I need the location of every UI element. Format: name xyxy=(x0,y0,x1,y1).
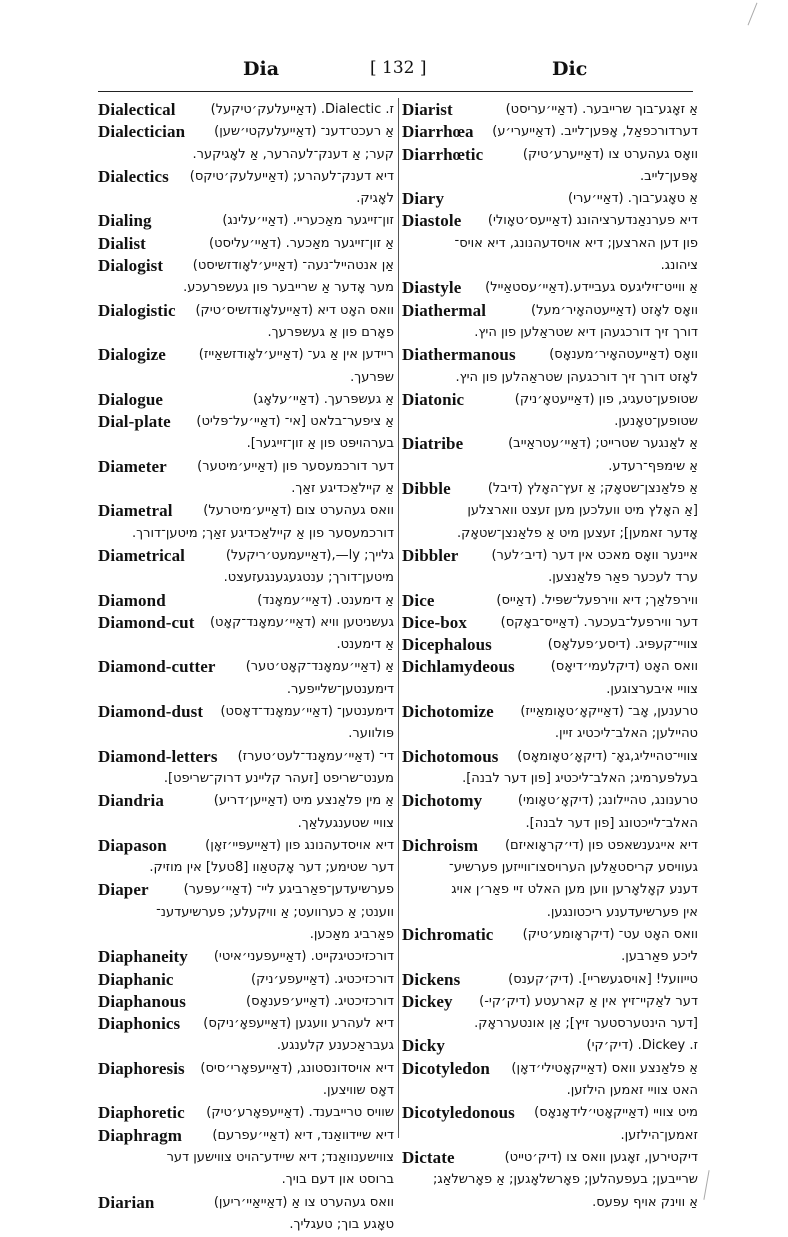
dictionary-entry xyxy=(98,790,394,812)
dictionary-entry xyxy=(98,166,394,188)
headword: Dialist xyxy=(98,233,146,253)
dictionary-entry xyxy=(402,121,698,143)
dictionary-entry xyxy=(98,969,394,991)
yiddish-definition: איינער וואָס מאכט אין דער (דיב׳לער) xyxy=(491,547,698,563)
dictionary-entry xyxy=(98,1058,394,1080)
entry-continuation-line xyxy=(402,1125,698,1147)
yiddish-definition: מיטען־דורך; ענטגעגענגעזעצט. xyxy=(223,570,394,586)
right-column xyxy=(402,99,698,1214)
yiddish-definition: טייוועל! [אויסגעשריי]. (דיק׳קענס) xyxy=(508,971,698,987)
scan-mark xyxy=(748,3,758,26)
entry-continuation-line xyxy=(98,679,394,701)
yiddish-definition: דיא דענק־לעהרע; (דאַייעלעק׳טיקס) xyxy=(189,168,394,184)
dictionary-entry xyxy=(98,500,394,522)
dictionary-entry xyxy=(402,433,698,455)
headword: Dialectics xyxy=(98,166,169,186)
yiddish-definition: דיא אויסדונסטונג, (דאַייעפאָרי׳סיס) xyxy=(200,1060,394,1076)
yiddish-definition: דאָס שוויצען. xyxy=(322,1083,394,1099)
entry-continuation-line xyxy=(98,1080,394,1102)
entry-continuation-line xyxy=(402,322,698,344)
headword: Diameter xyxy=(98,456,167,476)
yiddish-definition: זאמען־הילזען. xyxy=(620,1127,698,1143)
yiddish-definition: דורכזיכטיג. (דאַייעפע׳ניק) xyxy=(251,971,394,987)
entry-continuation-line xyxy=(98,367,394,389)
dictionary-entry xyxy=(98,1013,394,1035)
yiddish-definition: לאָגיק. xyxy=(356,191,394,207)
entry-continuation-line xyxy=(402,768,698,790)
dictionary-entry xyxy=(98,300,394,322)
entry-continuation-line xyxy=(402,946,698,968)
yiddish-definition: דורכזיכטיג. (דאַייע׳פענאָס) xyxy=(246,993,394,1009)
yiddish-definition: אָפּען־לייב. xyxy=(639,168,698,184)
yiddish-definition: דימענטען־שלייפער. xyxy=(286,681,394,697)
dictionary-entry xyxy=(402,210,698,232)
headword: Diarrhœtic xyxy=(402,144,484,164)
yiddish-definition: אַ געשפּרעך. (דאַיי׳עלאָג) xyxy=(252,391,394,407)
yiddish-definition: גלייך; ly—,(דאַייעמעט׳ריקעל) xyxy=(225,547,394,563)
headword: Dialogue xyxy=(98,389,164,409)
entry-continuation-line xyxy=(98,902,394,924)
headword: Diastyle xyxy=(402,278,462,298)
headword: Diaphragm xyxy=(98,1125,183,1145)
dictionary-entry xyxy=(402,1058,698,1080)
dictionary-entry xyxy=(402,924,698,946)
left-guide-word: Dia xyxy=(243,58,280,80)
headword: Diamond-cutter xyxy=(98,657,216,677)
entry-continuation-line xyxy=(402,456,698,478)
dictionary-entry xyxy=(402,1102,698,1124)
yiddish-definition: אַ קיילאַכדיגע זאַך. xyxy=(291,481,394,497)
headword: Dialectician xyxy=(98,122,186,142)
header-rule xyxy=(98,91,693,92)
headword: Dichotomy xyxy=(402,791,483,811)
entry-continuation-line xyxy=(98,768,394,790)
headword: Diathermanous xyxy=(402,345,516,365)
yiddish-definition: אַ שימפּף־רעדע. xyxy=(608,458,698,474)
dictionary-entry xyxy=(402,389,698,411)
yiddish-definition: וואס האָט (דיקלעמי׳דיאָס) xyxy=(550,659,698,675)
right-guide-word: Dic xyxy=(552,58,588,80)
yiddish-definition: שרייבען; בעפעהלען; פאָרשלאָגען; אַ פאָרשלאַג; xyxy=(432,1172,698,1188)
entry-continuation-line xyxy=(98,634,394,656)
entry-continuation-line xyxy=(402,166,698,188)
yiddish-definition: ז. Dickey. (דיק׳קי) xyxy=(586,1038,698,1054)
yiddish-definition: דיא לעהרע וועגען (דאַייעפאָ׳ניקס) xyxy=(203,1016,394,1032)
yiddish-definition: דערדורכפאַל, אָפּען־לייב. (דאַייערי׳ע) xyxy=(492,124,698,140)
dictionary-entry xyxy=(98,233,394,255)
entry-continuation-line xyxy=(98,433,394,455)
yiddish-definition: אין פערשיעדענע ריכטונגען. xyxy=(546,904,698,920)
entry-continuation-line xyxy=(402,255,698,277)
dictionary-entry xyxy=(402,969,698,991)
yiddish-definition: דורכזיכטיגקייט. (דאַייעפעני׳איטי) xyxy=(213,949,394,965)
yiddish-definition: צוויי איבערצוגען. xyxy=(606,681,698,697)
yiddish-definition: מער אָדער אַ שרייבער פון געשפרעכע. xyxy=(183,280,394,296)
headword: Diamond-dust xyxy=(98,702,204,722)
headword: Dicotyledonous xyxy=(402,1103,515,1123)
yiddish-definition: דער לאַקיי־זיץ אין אַ קארעטע (דיק׳קי-) xyxy=(479,993,698,1009)
yiddish-definition: אַן אנטהייל־נעה־ (דאַייע׳לאָודזשיסט) xyxy=(192,258,394,274)
yiddish-definition: אַ ציפער־בלאט [אי־ (דאַיי׳על־פּליט) xyxy=(196,414,394,430)
yiddish-definition: צוויי שטענגעלאַך. xyxy=(297,815,394,831)
dictionary-entry xyxy=(402,99,698,121)
yiddish-definition: טרענונג, טהיילונג; (דיקאָ׳טאָומי) xyxy=(517,793,698,809)
entry-continuation-line xyxy=(98,478,394,500)
yiddish-definition: דיא אייגענשאפט פון (די׳קראָואיזם) xyxy=(504,837,698,853)
yiddish-definition: שטופען־טעגיג, פון (דאַייעטאָ׳ניק) xyxy=(514,391,698,407)
headword: Diaphoresis xyxy=(98,1058,185,1078)
yiddish-definition: צוויי־טהייליג,גאָ־ (דיקאָ׳טאָומאָס) xyxy=(517,748,698,764)
headword: Diaphanic xyxy=(98,969,174,989)
entry-continuation-line xyxy=(402,813,698,835)
dictionary-entry xyxy=(98,210,394,232)
yiddish-definition: פאַרביג מאַכען. xyxy=(309,926,394,942)
headword: Dialing xyxy=(98,211,152,231)
yiddish-definition: אַ דימענט. (דאַיי׳עמאָנד) xyxy=(257,592,394,608)
entry-continuation-line xyxy=(402,500,698,522)
yiddish-definition: דורך זיך דורכגעהן דיא שטראַלען פון היץ. xyxy=(474,324,698,340)
entry-continuation-line xyxy=(98,277,394,299)
yiddish-definition: ריידען אין אַ גע־ (דאַייע׳לאָודזשאַייז) xyxy=(198,347,394,363)
dictionary-entry xyxy=(402,1147,698,1169)
yiddish-definition: וואָס (דאַייעטהאָיר׳מענאָס) xyxy=(549,347,698,363)
yiddish-definition: [אַ האָלץ מיט וועלכען מען זעצט ווארצלען xyxy=(467,503,698,519)
dictionary-entry xyxy=(98,946,394,968)
entry-continuation-line xyxy=(98,1147,394,1169)
dictionary-entry xyxy=(98,255,394,277)
dictionary-entry xyxy=(402,590,698,612)
yiddish-definition: פערשיעדען־פאַרביגע ליי־ (דאַיי׳עפּער) xyxy=(183,882,394,898)
yiddish-definition: אַ רעכט־דענ־ (דאַייעלעקטי׳שען) xyxy=(214,124,394,140)
yiddish-definition: [דער הינטערסטער זיץ]; אַן אונטערראָק. xyxy=(474,1016,698,1032)
yiddish-definition: דורכמעסער פון אַ קיילאַכדיגע זאַך; מיטען־דורך. xyxy=(132,525,394,541)
headword: Diapason xyxy=(98,835,167,855)
entry-continuation-line xyxy=(98,144,394,166)
dictionary-entry xyxy=(98,656,394,678)
page-number: [ 132 ] xyxy=(370,58,427,78)
dictionary-entry xyxy=(98,121,394,143)
entry-continuation-line xyxy=(98,1169,394,1191)
dictionary-entry xyxy=(98,411,394,433)
yiddish-definition: דימענטען־ (דאַיי׳עמאָנד־דאָסט) xyxy=(220,704,394,720)
headword: Diametral xyxy=(98,501,173,521)
yiddish-definition: פּולווער. xyxy=(348,726,394,742)
headword: Diamond xyxy=(98,590,166,610)
dictionary-entry xyxy=(98,1102,394,1124)
yiddish-definition: אַ מין פלאַנצע מיט (דאַייען׳דריע) xyxy=(213,793,394,809)
headword: Dialogist xyxy=(98,256,164,276)
yiddish-definition: וואָס געהערט צו (דאַייערע׳טיק) xyxy=(522,146,698,162)
headword: Dialogize xyxy=(98,345,166,365)
headword: Dial-plate xyxy=(98,412,171,432)
dictionary-entry xyxy=(402,300,698,322)
entry-continuation-line xyxy=(402,1169,698,1191)
headword: Dice xyxy=(402,590,435,610)
dictionary-entry xyxy=(98,590,394,612)
entry-continuation-line xyxy=(98,723,394,745)
headword: Dibble xyxy=(402,479,451,499)
yiddish-definition: צוויי־קעפּיג. (דיסע׳פעלאָס) xyxy=(547,637,698,653)
dictionary-entry xyxy=(402,144,698,166)
yiddish-definition: טאָגע בוך; טעגליך. xyxy=(289,1216,394,1232)
entry-continuation-line xyxy=(402,233,698,255)
headword: Dichotomous xyxy=(402,746,499,766)
yiddish-definition: ז. Dialectic. (דאַייעלעק׳טיקעל) xyxy=(210,102,394,117)
yiddish-definition: בעלפּערמיג; האלב־ליכטיג [פון דער לבנה]. xyxy=(462,770,698,786)
yiddish-definition: אַ ווייט־זיליגעס געביידע.(דאַיי׳עסטאַייל) xyxy=(485,280,698,296)
entry-continuation-line xyxy=(98,567,394,589)
headword: Diathermal xyxy=(402,300,487,320)
column-divider xyxy=(398,98,399,1138)
headword: Dichotomize xyxy=(402,702,494,722)
yiddish-definition: אַ ווינק אויף עפּעס. xyxy=(592,1194,698,1210)
headword: Dictate xyxy=(402,1147,455,1167)
running-header xyxy=(100,58,694,88)
entry-continuation-line xyxy=(98,924,394,946)
dictionary-entry xyxy=(402,277,698,299)
yiddish-definition: אָדער זאמען]; זעצען מיט אַ פלאַנצן־שטאָק. xyxy=(457,525,698,541)
yiddish-definition: דיקטירען, זאָגען וואס צו (דיק׳טייט) xyxy=(504,1149,698,1165)
dictionary-entry xyxy=(402,701,698,723)
headword: Diamond-letters xyxy=(98,746,218,766)
dictionary-entry xyxy=(98,99,394,121)
headword: Diary xyxy=(402,189,445,209)
entry-continuation-line xyxy=(402,523,698,545)
yiddish-definition: געוויסע קריסטאַלען הערויסצו־ווייזען פערשיע־ xyxy=(449,860,698,876)
yiddish-definition: ליכע פאַרבען. xyxy=(621,949,698,965)
yiddish-definition: צווישענוואַנד; דיא שיידע־הויט צווישען דער xyxy=(166,1149,394,1165)
dictionary-entry xyxy=(98,991,394,1013)
entry-continuation-line xyxy=(98,857,394,879)
yiddish-definition: אַ דימענט. xyxy=(336,637,394,653)
yiddish-definition: ערד לעכער פאַר פלאַנצען. xyxy=(548,570,698,586)
headword: Diametrical xyxy=(98,545,186,565)
dictionary-entry xyxy=(98,612,394,634)
dictionary-entry xyxy=(98,701,394,723)
headword: Dialogistic xyxy=(98,300,176,320)
headword: Diastole xyxy=(402,211,462,231)
dictionary-entry xyxy=(402,188,698,210)
headword: Dicky xyxy=(402,1036,445,1056)
entry-continuation-line xyxy=(402,567,698,589)
headword: Diarist xyxy=(402,100,453,119)
entry-continuation-line xyxy=(98,523,394,545)
yiddish-definition: לאָזט דורך זיך דורכגעהן שטראַהלען פון היץ. xyxy=(455,369,698,385)
entry-continuation-line xyxy=(402,367,698,389)
dictionary-entry xyxy=(98,456,394,478)
headword: Diatonic xyxy=(402,389,465,409)
entry-continuation-line xyxy=(402,411,698,433)
dictionary-entry xyxy=(98,389,394,411)
headword: Dickey xyxy=(402,991,453,1011)
headword: Diatribe xyxy=(402,434,464,454)
dictionary-entry xyxy=(98,1192,394,1214)
yiddish-definition: שטופען־טאָנען. xyxy=(614,414,698,430)
headword: Dibbler xyxy=(402,545,459,565)
yiddish-definition: האלב־לייכטונג [פון דער לבנה]. xyxy=(525,815,698,831)
entry-continuation-line xyxy=(98,1035,394,1057)
yiddish-definition: וואס האָט עט־ (דיקראָומע׳טיק) xyxy=(522,926,698,942)
dictionary-entry xyxy=(98,344,394,366)
yiddish-definition: שוויס טרייבענד. (דאַייעפאָרע׳טיק) xyxy=(206,1105,394,1121)
entry-continuation-line xyxy=(98,813,394,835)
headword: Dichromatic xyxy=(402,924,494,944)
dictionary-entry xyxy=(402,478,698,500)
entry-continuation-line xyxy=(402,679,698,701)
entry-continuation-line xyxy=(402,1192,698,1214)
headword: Dicotyledon xyxy=(402,1058,490,1078)
headword: Dichlamydeous xyxy=(402,657,515,677)
headword: Diandria xyxy=(98,791,164,811)
entry-continuation-line xyxy=(402,1080,698,1102)
dictionary-entry xyxy=(402,991,698,1013)
headword: Dicephalous xyxy=(402,635,492,655)
yiddish-definition: דער ווירפעל־בעכער. (דאַייס־באָקס) xyxy=(500,614,698,630)
yiddish-definition: די־ (דאַיי׳עמאָנד־לעט׳טערז) xyxy=(237,748,394,764)
yiddish-definition: ציהונג. xyxy=(660,258,698,274)
yiddish-definition: בערהויפּט פון אַ זון־זייגער]. xyxy=(246,436,394,452)
left-column xyxy=(98,99,394,1236)
headword: Dichroism xyxy=(402,835,479,855)
yiddish-definition: פאָרם פון אַ געשפּרעך. xyxy=(267,324,394,340)
yiddish-definition: שפּרעך. xyxy=(350,369,394,385)
yiddish-definition: אַ פלאַנצן־שטאָק; אַ זעץ־האָלץ (דיבל) xyxy=(487,481,698,497)
yiddish-definition: זון־זייגער מאַכעריי. (דאַיי׳עלינג) xyxy=(222,213,394,229)
headword: Diarrhœa xyxy=(402,122,474,142)
entry-continuation-line xyxy=(402,902,698,924)
yiddish-definition: האט צוויי זאמען הילזען. xyxy=(566,1083,698,1099)
yiddish-definition: דיא אויסדעהנונג פון (דאַייעפּיי׳זאָן) xyxy=(205,837,394,853)
yiddish-definition: ווענט; אַ כערוועט; אַ וויקעלע; פערשיעדענ־ xyxy=(156,904,394,920)
entry-continuation-line xyxy=(402,857,698,879)
dictionary-entry xyxy=(402,612,698,634)
yiddish-definition: טרענען, אָב־ (דאַייקאָ׳טאָומאַייז) xyxy=(520,704,698,720)
yiddish-definition: וואס געהערט צום (דאַייע׳מיטרעל) xyxy=(203,503,394,519)
yiddish-definition: אַ (דאַיי׳עמאָנד־קאָט׳טער) xyxy=(245,659,394,675)
headword: Diaphaneity xyxy=(98,947,188,967)
dictionary-entry xyxy=(402,545,698,567)
yiddish-definition: מיט צוויי (דאַייקאָטי׳לידאָנאָס) xyxy=(534,1105,698,1121)
dictionary-entry xyxy=(402,634,698,656)
headword: Diaper xyxy=(98,880,149,900)
dictionary-entry xyxy=(98,1125,394,1147)
yiddish-definition: אַ טאָגע־בוך. (דאַיי׳ערי) xyxy=(568,191,698,207)
headword: Diaphoretic xyxy=(98,1103,185,1123)
yiddish-definition: אַ לאַנגער שטרייט; (דאַיי׳עטראַייב) xyxy=(508,436,698,452)
yiddish-definition: ברוסט און דעם בויך. xyxy=(281,1172,394,1188)
dictionary-entry xyxy=(402,835,698,857)
yiddish-definition: אַ זון־זייגער מאַכער. (דאַיי׳עליסט) xyxy=(209,235,394,251)
yiddish-definition: קער; אַ דענק־לעהרער, אַ לאָגיקער. xyxy=(192,146,394,162)
entry-continuation-line xyxy=(402,1013,698,1035)
dictionary-entry xyxy=(402,790,698,812)
entry-continuation-line xyxy=(402,723,698,745)
dictionary-entry xyxy=(402,746,698,768)
dictionary-entry xyxy=(402,344,698,366)
dictionary-entry xyxy=(402,1035,698,1057)
headword: Dickens xyxy=(402,969,461,989)
headword: Diamond-cut xyxy=(98,612,195,632)
entry-continuation-line xyxy=(98,322,394,344)
scan-mark xyxy=(703,1170,709,1200)
dictionary-entry xyxy=(98,746,394,768)
yiddish-definition: דענע קאָלאָרען ווען מען האלט זיי פאַר׳ן אויג xyxy=(451,882,698,898)
entry-continuation-line xyxy=(98,188,394,210)
dictionary-entry xyxy=(402,656,698,678)
dictionary-entry xyxy=(98,835,394,857)
yiddish-definition: טהיילען; האלב־ליכטיג זיין. xyxy=(554,726,698,742)
entry-continuation-line xyxy=(98,1214,394,1236)
yiddish-definition: מענט־שריפט [זעהר קליינע דרוק־שריפט]. xyxy=(163,770,394,786)
yiddish-definition: דיא שיידוואַנד, דיא (דאַיי׳עפרעם) xyxy=(212,1127,394,1143)
yiddish-definition: געשניטען וויא (דאַיי׳עמאָנד־קאָט) xyxy=(209,614,394,630)
yiddish-definition: דער שטימע; דער אָקטאַוו [8טעל] אין מוזיק. xyxy=(149,860,394,876)
yiddish-definition: ווירפלאַך; דיא ווירפעל־שפּיל. (דאַייס) xyxy=(496,592,698,608)
headword: Diaphanous xyxy=(98,991,186,1011)
yiddish-definition: וואס געהערט צו אַ (דאַייאַיי׳ריען) xyxy=(213,1194,394,1210)
dictionary-entry xyxy=(98,879,394,901)
headword: Diaphonics xyxy=(98,1014,181,1034)
headword: Dialectical xyxy=(98,100,176,119)
headword: Diarian xyxy=(98,1192,155,1212)
yiddish-definition: וואָס לאָזט (דאַייעטהאָיר׳מעל) xyxy=(531,302,698,318)
yiddish-definition: אַ זאָגע־בוך שרייבער. (דאַיי׳עריסט) xyxy=(505,102,698,117)
yiddish-definition: דיא פערנאַנדערציהונג (דאַייעס׳טאָולי) xyxy=(487,213,698,229)
entry-continuation-line xyxy=(402,879,698,901)
yiddish-definition: וואס האָט דיא (דאַייעלאָודזשיס׳טיק) xyxy=(195,302,394,318)
yiddish-definition: אַ פלאַנצע וואס (דאַייקאָטילי׳דאָן) xyxy=(511,1060,698,1076)
dictionary-entry xyxy=(98,545,394,567)
headword: Dice-box xyxy=(402,612,468,632)
yiddish-definition: דער דורכמעסער פון (דאַייע׳מיטער) xyxy=(197,458,394,474)
yiddish-definition: פון דען הארצען; דיא אויסדעהנונג, דיא אויס־ xyxy=(454,235,698,251)
yiddish-definition: געבראַכענע קלענגע. xyxy=(276,1038,394,1054)
